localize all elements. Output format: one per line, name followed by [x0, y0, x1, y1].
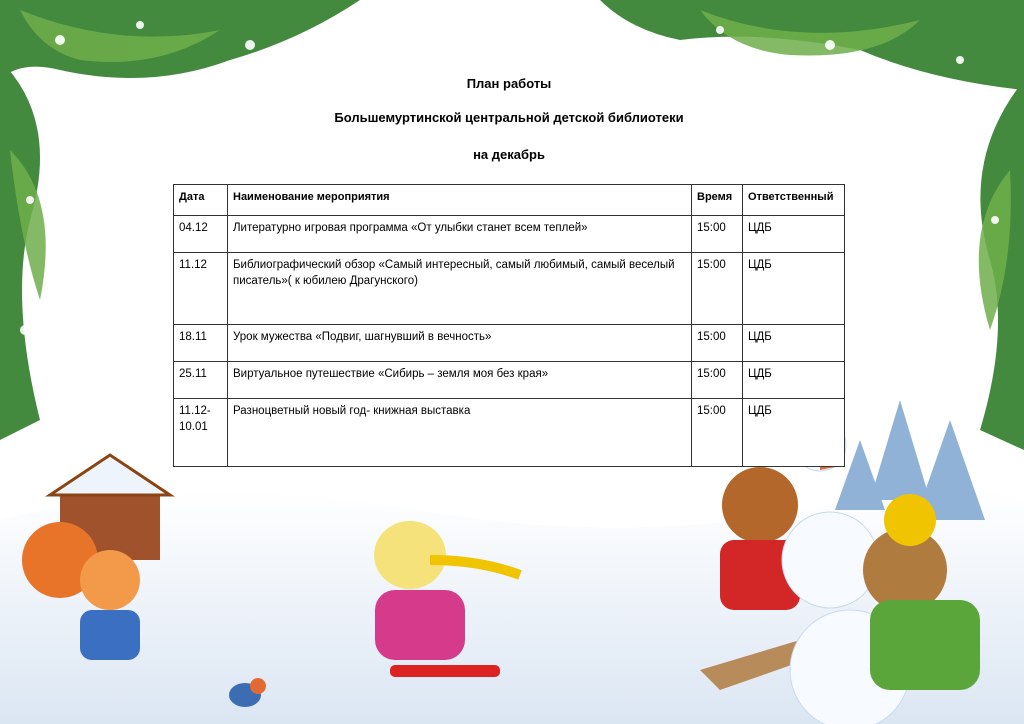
cell-date: 18.11: [174, 325, 228, 362]
cell-event: Разноцветный новый год- книжная выставка: [228, 399, 692, 467]
table-row: [174, 325, 845, 362]
table-header-row: [174, 185, 845, 216]
cell-time: 15:00: [692, 399, 743, 467]
cell-time: 15:00: [692, 362, 743, 399]
table-row: [174, 253, 845, 325]
cell-responsible: ЦДБ: [743, 399, 845, 467]
events-table: [173, 184, 845, 467]
cell-responsible: ЦДБ: [743, 253, 845, 325]
cell-event: Литературно игровая программа «От улыбки станет всем теплей»: [228, 216, 692, 253]
plan-month: на декабрь: [473, 147, 545, 162]
column-header-responsible: Ответственный: [743, 185, 845, 216]
cell-event: Библиографический обзор «Самый интересный, самый любимый, самый веселый писатель»( к юбилею Драгунского): [228, 253, 692, 325]
cell-date: 25.11: [174, 362, 228, 399]
library-name: Большемуртинской центральной детской библиотеки: [334, 110, 684, 125]
table-row: [174, 216, 845, 253]
cell-time: 15:00: [692, 325, 743, 362]
cell-date: 11.12-10.01: [174, 399, 228, 467]
cell-responsible: ЦДБ: [743, 325, 845, 362]
cell-responsible: ЦДБ: [743, 362, 845, 399]
cell-time: 15:00: [692, 253, 743, 325]
column-header-date: Дата: [174, 185, 228, 216]
cell-responsible: ЦДБ: [743, 216, 845, 253]
cell-event: Виртуальное путешествие «Сибирь – земля моя без края»: [228, 362, 692, 399]
cell-date: 04.12: [174, 216, 228, 253]
cell-event: Урок мужества «Подвиг, шагнувший в вечность»: [228, 325, 692, 362]
cell-time: 15:00: [692, 216, 743, 253]
table-row: [174, 399, 845, 467]
column-header-event: Наименование мероприятия: [228, 185, 692, 216]
cell-date: 11.12: [174, 253, 228, 325]
plan-title: План работы: [466, 76, 552, 91]
table-row: [174, 362, 845, 399]
column-header-time: Время: [692, 185, 743, 216]
